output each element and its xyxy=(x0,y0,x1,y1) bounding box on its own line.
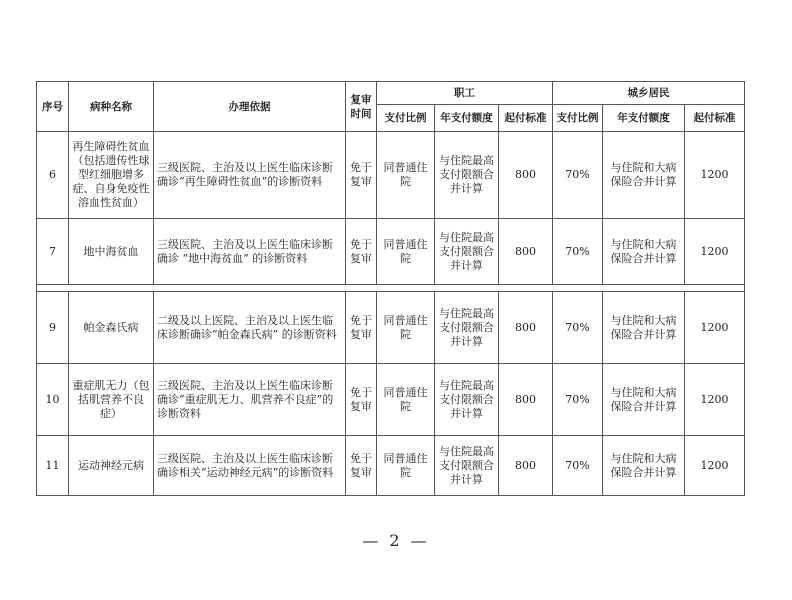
cell-basis: 三级医院、主治及以上医生临床诊断确诊 “地中海贫血” 的诊断资料 xyxy=(154,219,346,285)
cell-res-ratio: 70% xyxy=(553,292,603,364)
header-employee-group: 职工 xyxy=(377,82,553,105)
cell-emp-limit: 与住院最高支付限额合并计算 xyxy=(435,292,499,364)
cell-res-ratio: 70% xyxy=(553,436,603,496)
cell-emp-threshold: 800 xyxy=(499,292,553,364)
table-row xyxy=(37,364,745,436)
disease-payment-table xyxy=(36,81,745,496)
header-resident-group: 城乡居民 xyxy=(553,82,745,105)
cell-emp-ratio: 同普通住院 xyxy=(377,292,435,364)
header-res-ratio: 支付比例 xyxy=(553,105,603,132)
header-res-limit: 年支付额度 xyxy=(603,105,685,132)
cell-basis: 二级及以上医院、主治及以上医生临床诊断确诊“帕金森氏病” 的诊断资料 xyxy=(154,292,346,364)
header-emp-threshold: 起付标准 xyxy=(499,105,553,132)
cell-review: 免于复审 xyxy=(346,132,377,219)
cell-emp-ratio: 同普通住院 xyxy=(377,364,435,436)
table-row-gap xyxy=(37,285,745,292)
cell-res-ratio: 70% xyxy=(553,219,603,285)
cell-res-threshold: 1200 xyxy=(685,364,745,436)
header-seq: 序号 xyxy=(37,82,69,132)
cell-emp-threshold: 800 xyxy=(499,219,553,285)
cell-emp-limit: 与住院最高支付限额合并计算 xyxy=(435,436,499,496)
cell-res-threshold: 1200 xyxy=(685,219,745,285)
cell-res-ratio: 70% xyxy=(553,132,603,219)
header-res-threshold: 起付标准 xyxy=(685,105,745,132)
cell-emp-threshold: 800 xyxy=(499,364,553,436)
header-emp-limit: 年支付额度 xyxy=(435,105,499,132)
cell-seq: 9 xyxy=(37,292,69,364)
cell-review: 免于复审 xyxy=(346,436,377,496)
page-number: — 2 — xyxy=(362,531,430,550)
cell-disease: 重症肌无力（包括肌营养不良症） xyxy=(69,364,154,436)
cell-basis: 三级医院、主治及以上医生临床诊断确诊“再生障碍性贫血”的诊断资料 xyxy=(154,132,346,219)
table-row xyxy=(37,219,745,285)
header-row-top xyxy=(37,82,745,105)
cell-seq: 11 xyxy=(37,436,69,496)
header-emp-ratio: 支付比例 xyxy=(377,105,435,132)
cell-disease: 地中海贫血 xyxy=(69,219,154,285)
disease-table-container xyxy=(36,81,744,496)
cell-review: 免于复审 xyxy=(346,219,377,285)
cell-emp-ratio: 同普通住院 xyxy=(377,436,435,496)
cell-review: 免于复审 xyxy=(346,292,377,364)
cell-emp-threshold: 800 xyxy=(499,132,553,219)
cell-emp-limit: 与住院最高支付限额合并计算 xyxy=(435,132,499,219)
cell-seq: 7 xyxy=(37,219,69,285)
cell-emp-ratio: 同普通住院 xyxy=(377,132,435,219)
cell-basis: 三级医院、主治及以上医生临床诊断确诊“重症肌无力、肌营养不良症”的诊断资料 xyxy=(154,364,346,436)
cell-res-limit: 与住院和大病保险合并计算 xyxy=(603,132,685,219)
cell-res-threshold: 1200 xyxy=(685,132,745,219)
table-row xyxy=(37,292,745,364)
cell-emp-ratio: 同普通住院 xyxy=(377,219,435,285)
cell-res-ratio: 70% xyxy=(553,364,603,436)
header-review xyxy=(346,82,377,132)
cell-disease: 再生障碍性贫血（包括遗传性球型红细胞增多症、自身免疫性溶血性贫血） xyxy=(69,132,154,219)
cell-disease: 帕金森氏病 xyxy=(69,292,154,364)
table-row xyxy=(37,436,745,496)
cell-res-limit: 与住院和大病保险合并计算 xyxy=(603,292,685,364)
cell-basis: 三级医院、主治及以上医生临床诊断确诊相关“运动神经元病”的诊断资料 xyxy=(154,436,346,496)
cell-res-limit: 与住院和大病保险合并计算 xyxy=(603,436,685,496)
header-disease: 病种名称 xyxy=(69,82,154,132)
cell-res-limit: 与住院和大病保险合并计算 xyxy=(603,219,685,285)
header-basis: 办理依据 xyxy=(154,82,346,132)
cell-res-threshold: 1200 xyxy=(685,292,745,364)
cell-emp-limit: 与住院最高支付限额合并计算 xyxy=(435,219,499,285)
cell-seq: 10 xyxy=(37,364,69,436)
cell-res-limit: 与住院和大病保险合并计算 xyxy=(603,364,685,436)
gap-cell xyxy=(37,285,745,292)
cell-disease: 运动神经元病 xyxy=(69,436,154,496)
table-row xyxy=(37,132,745,219)
header-review-line2: 时间 xyxy=(350,107,372,120)
header-review-line1: 复审 xyxy=(350,93,372,106)
cell-res-threshold: 1200 xyxy=(685,436,745,496)
cell-emp-limit: 与住院最高支付限额合并计算 xyxy=(435,364,499,436)
cell-seq: 6 xyxy=(37,132,69,219)
cell-review: 免于复审 xyxy=(346,364,377,436)
cell-emp-threshold: 800 xyxy=(499,436,553,496)
